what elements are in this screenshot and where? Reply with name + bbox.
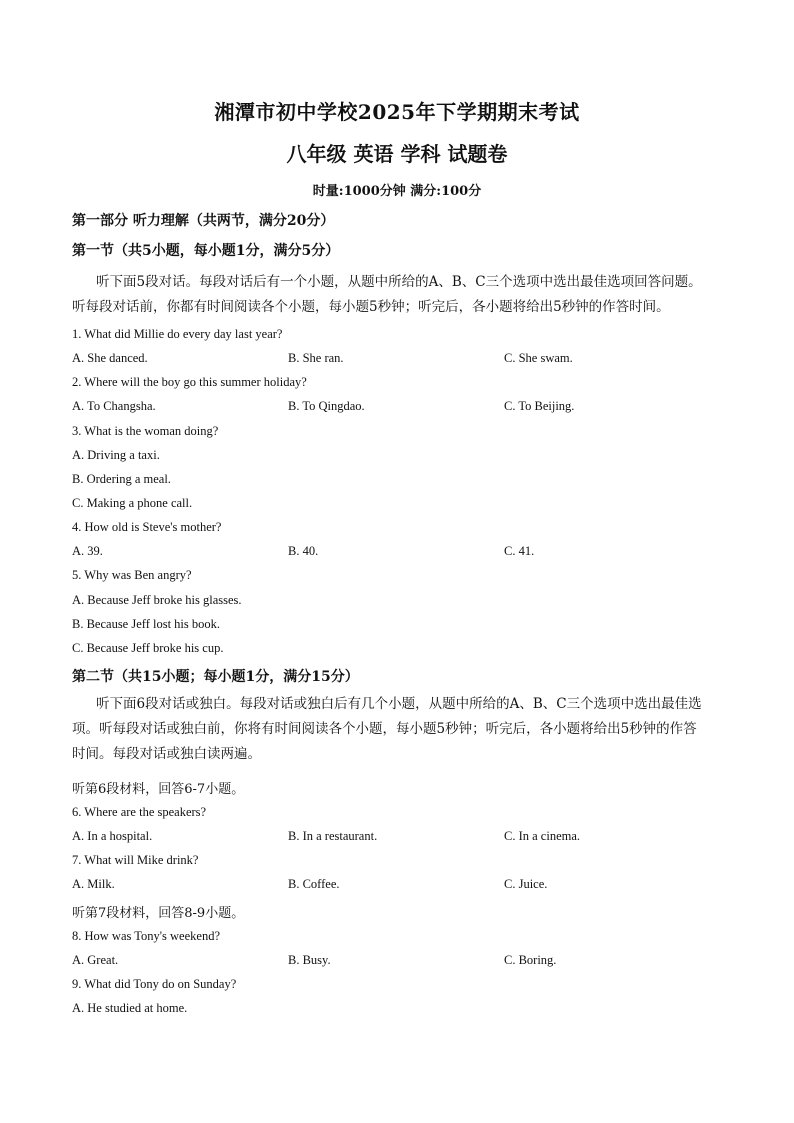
option-a[interactable]: A. She danced. [72, 351, 148, 365]
option-a[interactable]: A. In a hospital. [72, 829, 153, 843]
question-6: 6. Where are the speakers? [72, 805, 207, 819]
option-c[interactable]: C. In a cinema. [504, 829, 581, 843]
section2-instructions-line1: 听下面6段对话或独白。每段对话或独白后有几个小题，从题中所给的A、B、C三个选项中选出最佳选 [96, 696, 702, 712]
section1-instructions-line2: 听每段对话前，你都有时间阅读各个小题，每小题5秒钟；听完后，各小题将给出5秒钟的作答时间。 [72, 299, 670, 315]
question-5: 5. Why was Ben angry? [72, 568, 192, 582]
exam-subtitle: 八年级 英语 学科 试题卷 [286, 142, 508, 166]
option-c[interactable]: C. Juice. [504, 877, 548, 891]
option-c[interactable]: C. Boring. [504, 953, 557, 967]
question-1: 1. What did Millie do every day last year? [72, 327, 283, 341]
option-b[interactable]: B. Busy. [288, 953, 331, 967]
time-score-info: 时量:1000分钟 满分:100分 [312, 184, 482, 199]
section2-instructions-line3: 时间。每段对话或独白读两遍。 [72, 746, 261, 762]
section2-instructions [72, 692, 724, 767]
question-3: 3. What is the woman doing? [72, 424, 219, 438]
option-b[interactable]: B. To Qingdao. [288, 399, 365, 413]
question-1-options [72, 351, 724, 371]
option-b[interactable]: B. Coffee. [288, 877, 340, 891]
option-a[interactable]: A. Because Jeff broke his glasses. [72, 593, 242, 607]
section1-instructions-line1: 听下面5段对话。每段对话后有一个小题，从题中所给的A、B、C三个选项中选出最佳选项回答问题。 [96, 274, 702, 290]
question-2: 2. Where will the boy go this summer holiday? [72, 375, 307, 389]
option-b[interactable]: B. She ran. [288, 351, 344, 365]
question-6-options [72, 829, 724, 849]
option-b[interactable]: B. 40. [288, 544, 319, 558]
option-c[interactable]: C. To Beijing. [504, 399, 575, 413]
question-4-options [72, 544, 724, 564]
option-c[interactable]: C. Making a phone call. [72, 496, 193, 510]
option-a[interactable]: A. Milk. [72, 877, 115, 891]
question-4: 4. How old is Steve's mother? [72, 520, 222, 534]
part1-heading: 第一部分 听力理解（共两节，满分20分） [72, 213, 335, 229]
option-c[interactable]: C. 41. [504, 544, 535, 558]
option-a[interactable]: A. Driving a taxi. [72, 448, 160, 462]
option-b[interactable]: B. In a restaurant. [288, 829, 378, 843]
section2-instructions-line2: 项。听每段对话或独白前，你将有时间阅读各个小题，每小题5秒钟；听完后，各小题将给出5秒钟的作答 [72, 721, 697, 737]
material-7-note: 听第7段材料，回答8-9小题。 [72, 906, 245, 921]
section2-heading: 第二节（共15小题；每小题1分，满分15分） [72, 669, 359, 685]
question-7: 7. What will Mike drink? [72, 853, 199, 867]
option-b[interactable]: B. Ordering a meal. [72, 472, 171, 486]
section1-instructions [72, 270, 724, 320]
option-b[interactable]: B. Because Jeff lost his book. [72, 617, 221, 631]
material-6-note: 听第6段材料，回答6-7小题。 [72, 782, 245, 797]
option-c[interactable]: C. She swam. [504, 351, 573, 365]
option-a[interactable]: A. Great. [72, 953, 119, 967]
option-a[interactable]: A. 39. [72, 544, 103, 558]
question-9: 9. What did Tony do on Sunday? [72, 977, 237, 991]
exam-title: 湘潭市初中学校2025年下学期期末考试 [214, 100, 580, 124]
question-2-options [72, 399, 724, 419]
option-a[interactable]: A. He studied at home. [72, 1001, 188, 1015]
question-8: 8. How was Tony's weekend? [72, 929, 220, 943]
question-8-options [72, 953, 724, 973]
option-c[interactable]: C. Because Jeff broke his cup. [72, 641, 224, 655]
option-a[interactable]: A. To Changsha. [72, 399, 156, 413]
section1-heading: 第一节（共5小题，每小题1分，满分5分） [72, 243, 340, 259]
question-7-options [72, 877, 724, 897]
